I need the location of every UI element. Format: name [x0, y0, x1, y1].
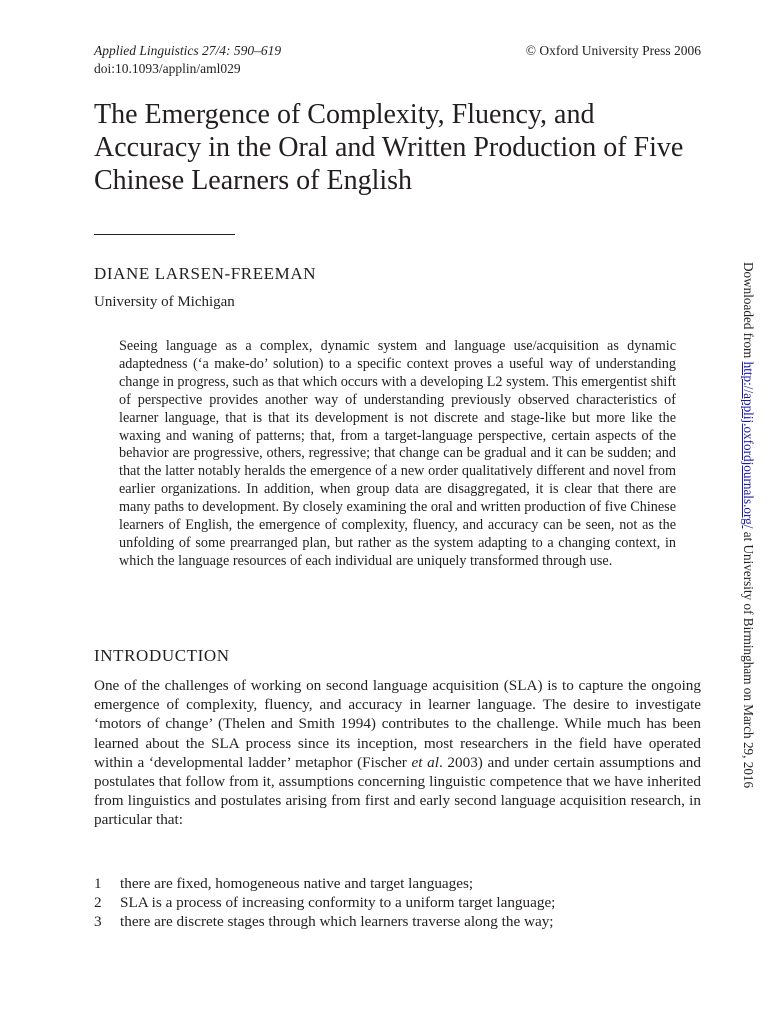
list-item — [94, 893, 701, 912]
list-item — [94, 912, 701, 931]
list-item — [94, 874, 701, 893]
list-item-number: 2 — [94, 894, 102, 912]
list-item-text: SLA is a process of increasing conformity to a uniform target language; — [120, 894, 556, 912]
doi: doi:10.1093/applin/aml029 — [94, 61, 241, 76]
download-notice — [740, 262, 756, 788]
intro-text-before: One of the challenges of working on second language acquisition (SLA) is to capture the ongoing emergence of complexity, fluency, and accuracy in learner language. The desire to investigate ‘motors of change’ (Thelen and Smith 1994) contributes to the challenge. While much has been learned about the SLA process since its inception, most researchers in the field have operated within a ‘developmental ladder’ metaphor (Fischer — [94, 677, 701, 771]
list-item-text: there are fixed, homogeneous native and target languages; — [120, 875, 474, 892]
introduction-paragraph — [94, 676, 701, 830]
section-heading-introduction: INTRODUCTION — [94, 646, 230, 665]
download-prefix: Downloaded from — [741, 262, 756, 362]
abstract: Seeing language as a complex, dynamic system and language use/acquisition as dynamic adaptedness (‘a make-do’ solution) to a specific context proves a useful way of understanding change in progress, such as that which occurs with a developing L2 system. This emergentist shift of perspective provides another way of understanding previously observed characteristics of learner language, that is that its development is not discrete and stage-like but more like the waxing and waning of patterns; that, from a target-language perspective, certain aspects of the behavior are progressive, others, regressive; that change can be gradual and it can be sudden; and that the latter notably heralds the emergence of a new order qualitatively different and novel from earlier organizations. In addition, when group data are disaggregated, it is clear that there are many paths to development. By closely examining the oral and written production of five Chinese learners of English, the emergence of complexity, fluency, and accuracy can be seen, not as the unfolding of some prearranged plan, but rather as the system adapting to a changing context, in which the language resources of each individual are uniquely transformed through use. — [119, 338, 676, 569]
list-item-number: 3 — [94, 913, 102, 931]
download-watermark — [738, 262, 758, 789]
author-affiliation: University of Michigan — [94, 294, 235, 310]
author-name: DIANE LARSEN-FREEMAN — [94, 264, 317, 283]
article-title: The Emergence of Complexity, Fluency, and Accuracy in the Oral and Written Production of Five Chinese Learners of English — [94, 99, 684, 196]
list-item-text: there are discrete stages through which learners traverse along the way; — [120, 913, 554, 931]
running-header — [94, 42, 701, 78]
title-divider — [94, 234, 235, 235]
list-item-number: 1 — [94, 875, 102, 892]
assumptions-list — [94, 874, 701, 932]
journal-citation: Applied Linguistics 27/4: 590–619 — [94, 43, 282, 58]
intro-et-al: et al — [411, 753, 439, 771]
download-suffix: at University of Birmingham on March 29, 2016 — [741, 528, 756, 789]
journal-link[interactable]: http://applij.oxfordjournals.org/ — [741, 361, 756, 529]
copyright-notice: © Oxford University Press 2006 — [525, 43, 701, 58]
intro-text-after: . 2003) and under certain assumptions and postulates that follow from it, assumptions concerning linguistic competence that we have inherited from linguistics and postulates arising from first and early second language acquisition research, in particular that: — [94, 753, 701, 829]
